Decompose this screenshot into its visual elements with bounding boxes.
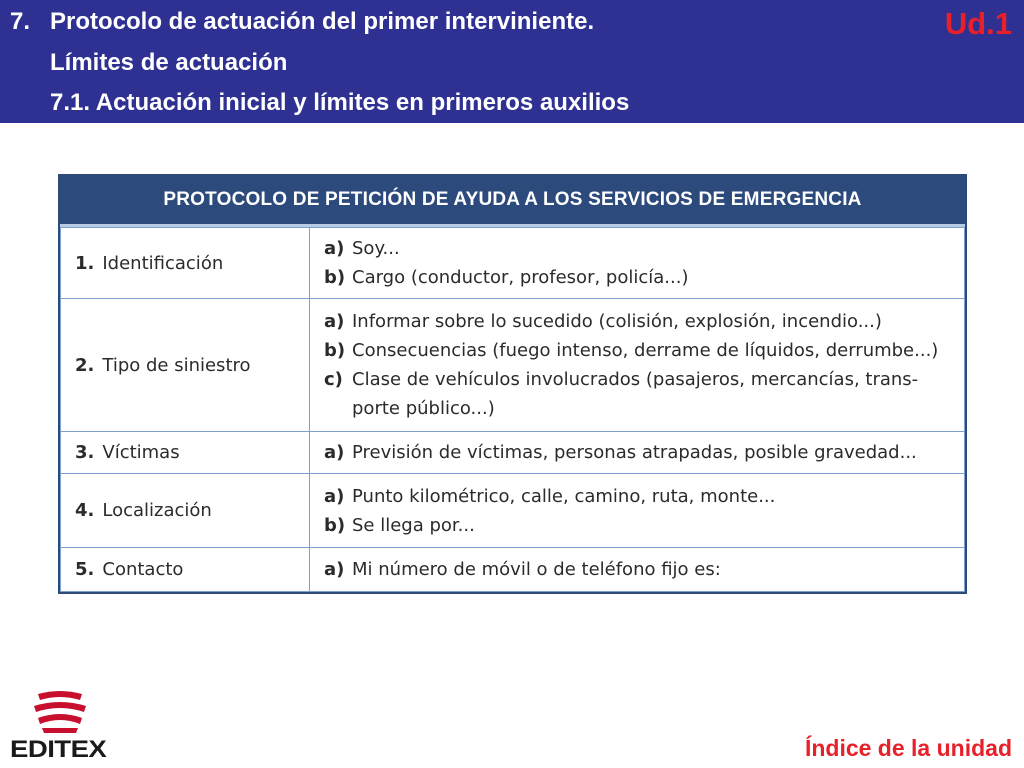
row-content-cell bbox=[310, 432, 965, 474]
item-letter: c) bbox=[324, 369, 343, 390]
row-content-cell bbox=[310, 548, 965, 592]
table-row bbox=[61, 228, 965, 299]
list-item bbox=[324, 263, 964, 292]
list-item bbox=[324, 438, 964, 467]
protocol-table bbox=[58, 174, 967, 594]
item-text: Mi número de móvil o de teléfono fijo es: bbox=[352, 559, 721, 580]
section-subtitle: Límites de actuación bbox=[50, 49, 288, 76]
item-letter: a) bbox=[324, 311, 345, 332]
item-text: Informar sobre lo sucedido (colisión, explosión, incendio...) bbox=[352, 311, 882, 332]
item-text: Clase de vehículos involucrados (pasajeros, mercancías, trans-porte público...) bbox=[352, 369, 919, 419]
row-number: 5. bbox=[75, 559, 95, 580]
item-text: Consecuencias (fuego intenso, derrame de líquidos, derrumbe...) bbox=[352, 340, 939, 361]
list-item bbox=[324, 511, 964, 540]
row-label: Localización bbox=[102, 500, 212, 521]
list-item bbox=[324, 336, 964, 365]
list-item bbox=[324, 555, 964, 584]
item-letter: a) bbox=[324, 442, 345, 463]
item-text: Previsión de víctimas, personas atrapadas, posible gravedad... bbox=[352, 442, 917, 463]
row-number: 4. bbox=[75, 500, 95, 521]
row-label: Tipo de siniestro bbox=[102, 354, 251, 376]
list-item bbox=[324, 365, 964, 423]
row-label: Víctimas bbox=[102, 442, 180, 463]
row-number: 2. bbox=[75, 354, 95, 376]
row-number: 1. bbox=[75, 252, 95, 274]
table-row bbox=[61, 474, 965, 548]
list-item bbox=[324, 482, 964, 511]
item-letter: a) bbox=[324, 559, 345, 580]
subsection-title: 7.1. Actuación inicial y límites en primeros auxilios bbox=[50, 89, 630, 116]
item-letter: b) bbox=[324, 514, 346, 536]
item-text: Punto kilométrico, calle, camino, ruta, monte... bbox=[352, 485, 776, 507]
list-item bbox=[324, 234, 964, 263]
row-content-cell bbox=[310, 299, 965, 432]
protocol-table-body bbox=[60, 227, 965, 592]
row-label-cell bbox=[61, 299, 310, 432]
list-item bbox=[324, 307, 964, 336]
row-label-cell bbox=[61, 228, 310, 299]
table-row bbox=[61, 299, 965, 432]
item-letter: b) bbox=[324, 267, 346, 288]
row-label: Identificación bbox=[102, 252, 224, 274]
row-label-cell bbox=[61, 432, 310, 474]
item-letter: a) bbox=[324, 485, 345, 507]
row-label-cell bbox=[61, 548, 310, 592]
section-title: Protocolo de actuación del primer interviniente. bbox=[50, 8, 595, 35]
row-content-cell bbox=[310, 228, 965, 299]
row-content-cell bbox=[310, 474, 965, 548]
item-letter: a) bbox=[324, 238, 345, 259]
row-label: Contacto bbox=[102, 559, 184, 580]
row-number: 3. bbox=[75, 442, 95, 463]
item-text: Se llega por... bbox=[352, 514, 475, 536]
table-row bbox=[61, 432, 965, 474]
unit-index-link[interactable]: Índice de la unidad bbox=[804, 735, 1012, 761]
item-text: Soy... bbox=[352, 238, 400, 259]
table-row bbox=[61, 548, 965, 592]
unit-badge: Ud.1 bbox=[944, 6, 1012, 41]
item-letter: b) bbox=[324, 340, 346, 361]
editex-logo-text: EDITEX bbox=[10, 736, 107, 763]
item-text: Cargo (conductor, profesor, policía...) bbox=[352, 267, 689, 288]
section-number: 7. bbox=[10, 8, 31, 35]
table-title: PROTOCOLO DE PETICIÓN DE AYUDA A LOS SERVICIOS DE EMERGENCIA bbox=[60, 176, 965, 227]
slide-header bbox=[0, 0, 1024, 123]
row-label-cell bbox=[61, 474, 310, 548]
